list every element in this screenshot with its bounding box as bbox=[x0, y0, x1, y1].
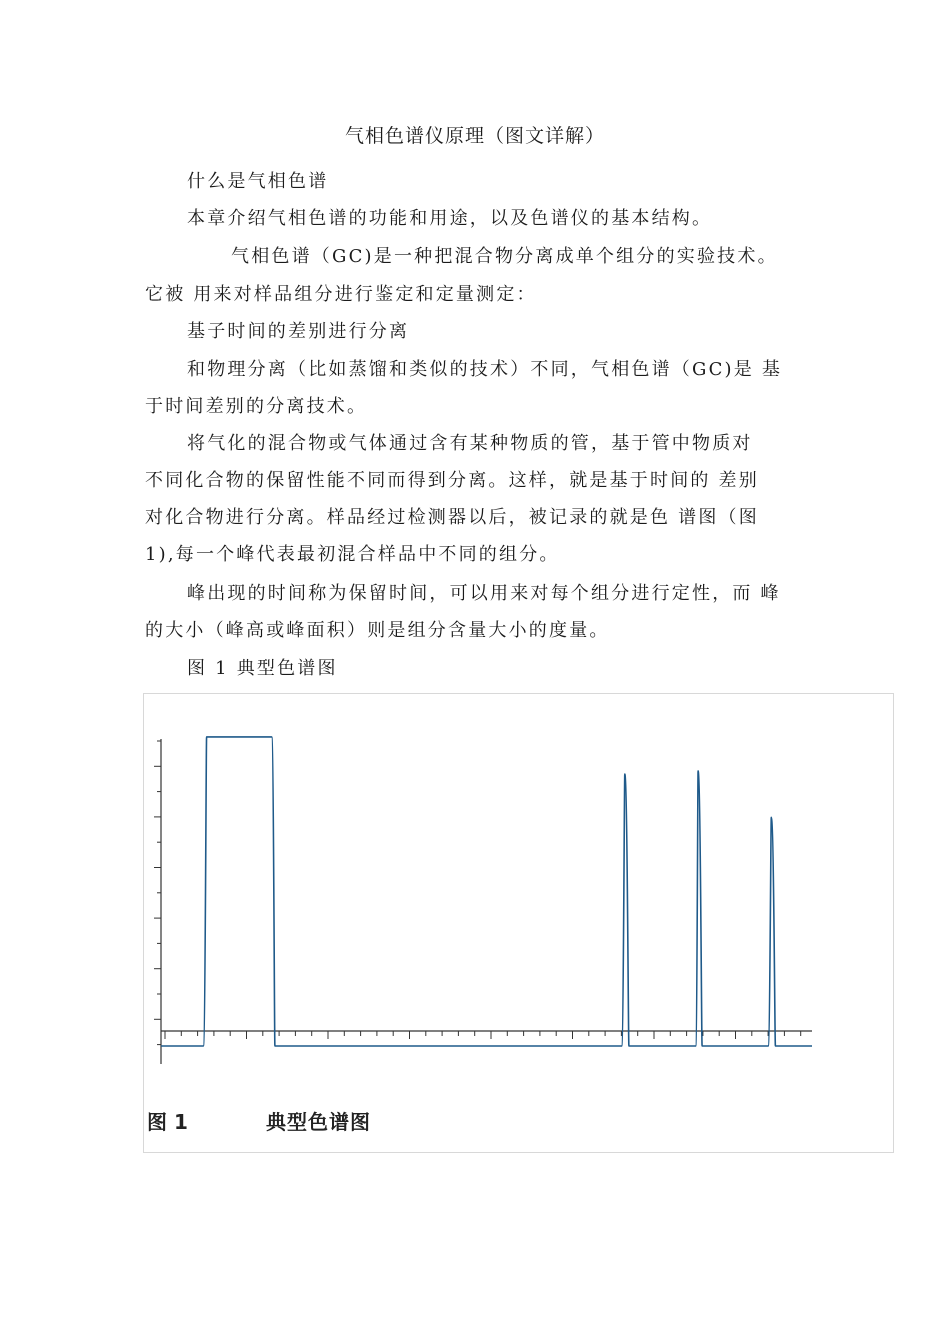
paragraph-line: 它被 用来对样品组分进行鉴定和定量测定： bbox=[145, 284, 537, 305]
paragraph-line: 基子时间的差别进行分离 bbox=[187, 321, 410, 342]
figure-label: 图 1 典型色谱图 bbox=[187, 658, 338, 679]
chromatogram-trace bbox=[161, 737, 812, 1046]
paragraph-line: 和物理分离（比如蒸馏和类似的技术）不同，气相色谱（GC)是 基 bbox=[187, 359, 783, 380]
paragraph-line: 对化合物进行分离。样品经过检测器以后，被记录的就是色 谱图（图 bbox=[145, 507, 759, 528]
paragraph-line: 将气化的混合物或气体通过含有某种物质的管，基于管中物质对 bbox=[187, 433, 753, 454]
y-axis-ticks bbox=[154, 741, 161, 1045]
paragraph-line: 气相色谱（GC)是一种把混合物分离成单个组分的实验技术。 bbox=[231, 246, 778, 267]
figure-number: 图 1 bbox=[147, 1110, 188, 1134]
paragraph-line: 不同化合物的保留性能不同而得到分离。这样，就是基于时间的 差别 bbox=[145, 470, 759, 491]
chromatogram-chart bbox=[144, 694, 893, 1094]
chart-axes bbox=[161, 739, 812, 1064]
chromatogram-figure bbox=[143, 693, 894, 1153]
paragraph-line: 于时间差别的分离技术。 bbox=[145, 396, 368, 417]
page-title: 气相色谱仪原理（图文详解） bbox=[344, 125, 605, 147]
x-axis-ticks bbox=[165, 1031, 801, 1039]
paragraph-line: 什么是气相色谱 bbox=[187, 171, 329, 192]
paragraph-line: 的大小（峰高或峰面积）则是组分含量大小的度量。 bbox=[145, 620, 610, 641]
paragraph-line: 1),每一个峰代表最初混合样品中不同的组分。 bbox=[145, 544, 560, 565]
paragraph-line: 本章介绍气相色谱的功能和用途，以及色谱仪的基本结构。 bbox=[187, 208, 713, 229]
figure-caption: 典型色谱图 bbox=[266, 1110, 371, 1134]
paragraph-line: 峰出现的时间称为保留时间，可以用来对每个组分进行定性，而 峰 bbox=[187, 583, 781, 604]
